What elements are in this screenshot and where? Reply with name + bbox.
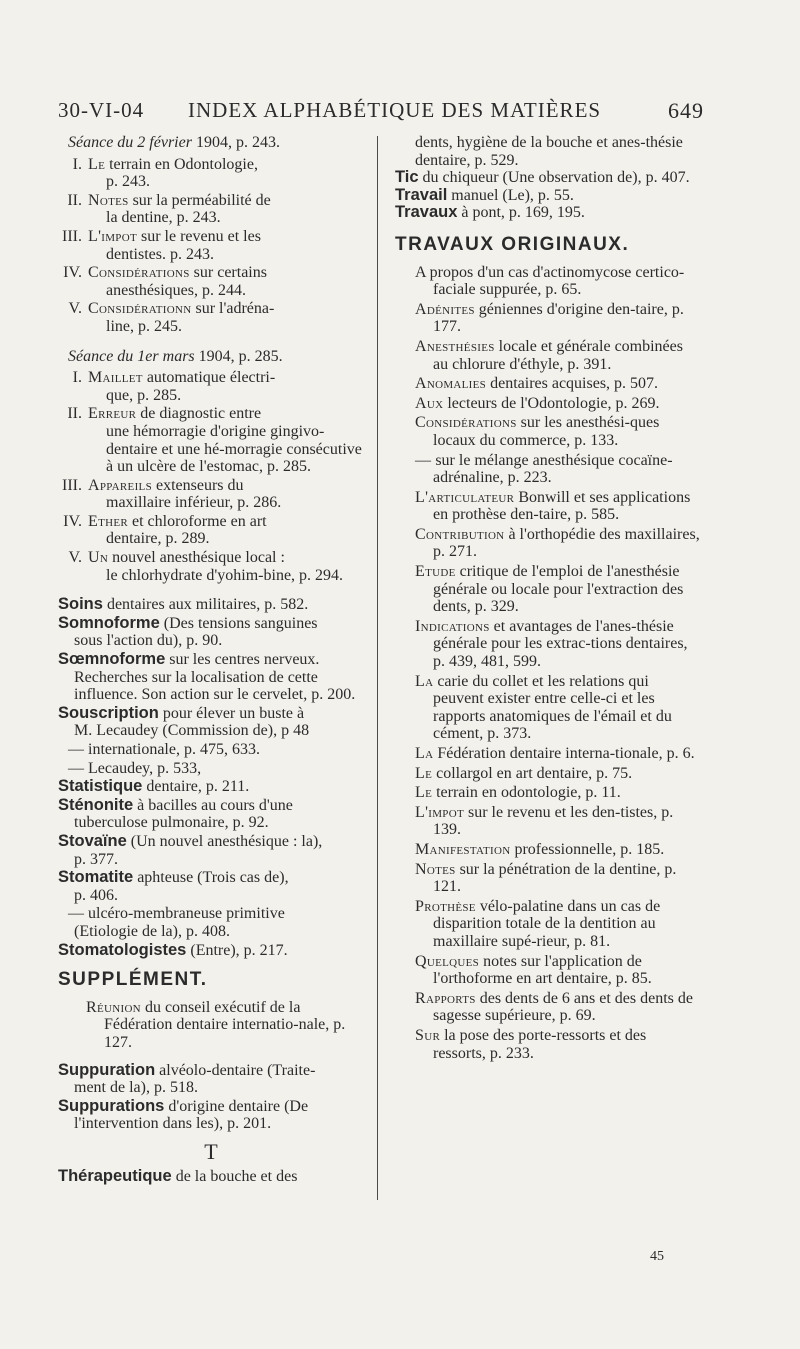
entry-text: à bacilles au cours d'une [133, 796, 293, 814]
original-work-entry [395, 375, 700, 393]
entry-keyword: L'articulateur [415, 488, 515, 506]
entry-continuation: tuberculose pulmonaire, p. 92. [74, 814, 269, 832]
entry-continuation: (Etiologie de la), p. 408. [74, 922, 230, 940]
item-number: III. [62, 476, 82, 494]
item-continuation: dentaire, p. 289. [106, 530, 210, 548]
index-entry [58, 1062, 364, 1097]
entry-keyword: Contribution [415, 525, 505, 543]
entry-headword: Suppuration [58, 1060, 156, 1079]
entry-continuation: l'intervention dans les), p. 201. [74, 1115, 272, 1133]
item-rest: extenseurs du [151, 476, 244, 494]
original-work-entry [395, 414, 700, 449]
entry-text: dentaires acquises, p. 507. [486, 375, 659, 393]
original-work-entry [395, 452, 700, 487]
entry-first-line [58, 778, 364, 796]
entry-keyword: La [415, 745, 434, 762]
numbered-item [58, 228, 364, 263]
numbered-item [58, 264, 364, 299]
item-rest: sur certains [189, 264, 267, 282]
original-work-entry [395, 841, 700, 859]
supplement-item: Réunion du conseil exécutif de la Fédération dentaire internatio-nale, p. 127. [86, 998, 346, 1051]
entry-text: internationale, p. 475, 633. [84, 741, 260, 758]
item-text [88, 369, 364, 387]
item-text [88, 300, 364, 318]
entry-text: Fédération dentaire interna-tionale, p. 6. [433, 745, 695, 762]
entry-keyword: Anomalies [415, 375, 487, 393]
entry-first-line [58, 1062, 364, 1080]
item-number: I. [72, 155, 82, 173]
entry-headword: Soins [58, 595, 103, 614]
entry-first-line [58, 1098, 364, 1116]
entry-keyword: Le [415, 784, 433, 802]
original-work-entry [395, 1027, 700, 1062]
item-continuation: que, p. 285. [106, 386, 182, 404]
item-keyword: Erreur [88, 405, 137, 423]
item-text [88, 228, 364, 246]
entry-text: alvéolo-dentaire (Traite- [155, 1061, 316, 1079]
entry-headword: Tic [395, 168, 419, 187]
original-work-entry [395, 898, 700, 951]
index-entry [58, 797, 364, 832]
original-work-entry [395, 338, 700, 373]
original-work-entry [395, 861, 700, 896]
entry-keyword: Considérations [415, 414, 517, 432]
original-work-entry [395, 489, 700, 524]
item-text [88, 192, 364, 210]
item-keyword: Considérations [88, 264, 190, 282]
index-entry [58, 596, 364, 614]
entry-text: (Des tensions sanguines [159, 614, 318, 632]
entry-text: sur la pénétration de la dentine, p. 121. [433, 860, 677, 896]
entry-text: locale et générale combinées au chlorure d'éthyle, p. 391. [433, 337, 683, 373]
entry-continuation: sous l'action du), p. 90. [74, 632, 223, 650]
entry-headword: — [68, 905, 84, 923]
item-continuation: le chlorhydrate d'yohim-bine, p. 294. [106, 566, 344, 584]
entry-keyword: Adénites [415, 300, 475, 318]
entry-text: carie du collet et les relations qui peuvent exister entre celle-ci et les rapports anatomiques de l'émail et du cément, p. 373. [433, 672, 672, 743]
item-keyword: Notes [88, 191, 129, 209]
item-number: V. [68, 549, 82, 567]
entry-headword: Travaux [395, 203, 458, 222]
original-work-entry [395, 618, 700, 671]
entry-text: dentaires aux militaires, p. 582. [102, 596, 309, 614]
item-continuation: dentistes. p. 243. [106, 245, 214, 263]
entry-text: et avantages de l'anes-thésie générale pour les extrac-tions dentaires, p. 439, 481, 599. [433, 617, 688, 671]
entry-text: lecteurs de l'Odontologie, p. 269. [443, 394, 660, 412]
original-work-entry [395, 745, 700, 763]
index-entry: Thérapeutique de la bouche et des [58, 1167, 298, 1186]
numbered-item [58, 513, 364, 548]
continuation-text: dents, hygiène de la bouche et anes-thésie dentaire, p. 529. [415, 134, 683, 169]
entry-text: d'origine dentaire (De [164, 1097, 309, 1115]
entry-headword: Somnoforme [58, 613, 160, 632]
entry-headword: Travail [395, 185, 448, 204]
entry-keyword: Prothèse [415, 897, 476, 915]
item-rest: nouvel anesthésique local : [108, 549, 285, 567]
entry-text: des dents de 6 ans et des dents de sagesse supérieure, p. 69. [433, 989, 693, 1025]
item-text [88, 405, 364, 423]
entry-headword: Stovaïne [58, 831, 127, 850]
entry-keyword: — [415, 451, 432, 469]
item-keyword: Appareils [88, 476, 152, 494]
original-work-entry [395, 784, 700, 802]
item-continuation: anesthésiques, p. 244. [106, 281, 246, 299]
entry-text: vélo-palatine dans un cas de disparition totale de la dentition au maxillaire supé-rieur, p. 81. [433, 897, 661, 950]
entry-first-line [58, 797, 364, 815]
entry-keyword: Sur [415, 1026, 441, 1044]
supplement-heading: SUPPLÉMENT. [58, 969, 208, 991]
entry-first-line [58, 760, 364, 778]
entry-first-line [58, 741, 364, 759]
page-number: 649 [668, 98, 704, 123]
entry-first-line [58, 833, 364, 851]
entry-text: terrain en odontologie, p. 11. [432, 784, 621, 802]
item-rest: sur l'adréna- [191, 300, 275, 318]
original-work-entry [395, 301, 700, 336]
entry-text: pour élever un buste à [158, 704, 305, 722]
item-number: IV. [63, 264, 82, 282]
entry-text: manuel (Le), p. 55. [447, 186, 574, 204]
original-work-entry [395, 264, 700, 299]
numbered-item [58, 300, 364, 335]
original-work-entry [395, 804, 700, 839]
numbered-item [58, 156, 364, 191]
entry-text: Lecaudey, p. 533, [84, 759, 202, 777]
entry-continuation: Recherches sur la localisation de cette influence. Son action sur le cervelet, p. 200. [74, 668, 356, 704]
travaux-originaux-heading: TRAVAUX ORIGINAUX. [395, 233, 630, 255]
index-entry [58, 905, 364, 940]
numbered-item [58, 477, 364, 512]
item-number: II. [67, 405, 82, 423]
entry-keyword: Indications [415, 617, 490, 635]
index-entry [58, 833, 364, 868]
item-keyword: L'impot [88, 227, 137, 245]
entry-text: (Entre), p. 217. [186, 941, 288, 959]
entry-text: sur le revenu et les den-tistes, p. 139. [433, 803, 674, 839]
index-entry [58, 778, 364, 796]
entry-text: aphteuse (Trois cas de), [133, 869, 289, 887]
item-number: III. [62, 227, 82, 245]
item-keyword: Considérationn [88, 300, 192, 318]
original-work-entry [395, 526, 700, 561]
item-number: I. [72, 369, 82, 387]
running-header [58, 98, 704, 128]
item-text [88, 549, 364, 567]
entry-text: (Un nouvel anesthésique : la), [126, 832, 323, 850]
travaux-originaux-list [395, 264, 700, 1063]
item-rest: sur le revenu et les [136, 227, 261, 245]
item-keyword: Ether [88, 512, 128, 530]
index-entry [58, 942, 364, 960]
entry-headword: — [68, 759, 84, 777]
entry-text: critique de l'emploi de l'anesthésie générale ou locale pour l'extraction des dents, p. 329. [433, 563, 684, 616]
item-keyword: Le [88, 155, 106, 173]
entry-keyword: Le [415, 764, 433, 782]
numbered-item [58, 405, 364, 475]
entry-keyword: Quelques [415, 952, 480, 970]
entry-text: ulcéro-membraneuse primitive [84, 905, 285, 923]
entry-keyword: L'impot [415, 803, 464, 821]
entry-text: professionnelle, p. 185. [510, 840, 665, 858]
entry-text: sur le mélange anesthésique cocaïne-adrénaline, p. 223. [431, 451, 673, 487]
entry-text: dentaire, p. 211. [142, 778, 250, 796]
index-entry [395, 204, 700, 222]
entry-headword: Sténonite [58, 795, 134, 814]
entry-continuation: p. 377. [74, 850, 118, 868]
entry-first-line [58, 596, 364, 614]
numbered-item [58, 192, 364, 227]
entry-continuation: p. 406. [74, 886, 118, 904]
item-number: V. [68, 300, 82, 318]
item-number: II. [67, 191, 82, 209]
item-continuation: maxillaire inférieur, p. 286. [106, 494, 282, 512]
index-entries [395, 169, 700, 222]
entry-text: notes sur l'application de l'orthoforme en art dentaire, p. 85. [433, 952, 652, 988]
item-continuation: line, p. 245. [106, 317, 182, 335]
entry-text: A propos d'un cas d'actinomycose certico-faciale suppurée, p. 65. [415, 263, 685, 299]
index-entry [58, 869, 364, 904]
item-continuation: une hémorragie d'origine gingivo-dentaire et une hé-morragie consécutive à un ulcère de l'estomac, p. 285. [106, 422, 362, 476]
entry-text: la pose des porte-ressorts et des ressorts, p. 233. [433, 1026, 647, 1062]
item-continuation: la dentine, p. 243. [106, 209, 221, 227]
entry-headword: Souscription [58, 703, 159, 722]
entry-text: collargol en art dentaire, p. 75. [432, 764, 633, 782]
index-entry [395, 187, 700, 205]
entry-first-line [58, 651, 364, 669]
seance1-list [58, 156, 364, 336]
item-text [88, 477, 364, 495]
right-column [395, 134, 700, 1064]
original-work-entry [395, 990, 700, 1025]
index-entry [58, 741, 364, 759]
entry-first-line [58, 705, 364, 723]
entry-text: Bonwill et ses applications en prothèse den-taire, p. 585. [433, 488, 691, 524]
entry-keyword: Manifestation [415, 840, 511, 858]
seance-heading: Séance du 1er mars 1904, p. 285. [68, 347, 283, 365]
entry-headword: Stomatologistes [58, 940, 187, 959]
item-rest: automatique électri- [142, 369, 276, 387]
entry-headword: Sœmnoforme [58, 650, 166, 669]
numbered-item [58, 369, 364, 404]
item-text [88, 156, 364, 174]
entry-headword: — [68, 741, 84, 758]
seance-heading: Séance du 2 février 1904, p. 243. [68, 134, 280, 151]
header-date: 30-VI-04 [58, 98, 145, 122]
entry-keyword: Rapports [415, 989, 476, 1007]
item-keyword: Maillet [88, 369, 143, 387]
item-continuation: p. 243. [106, 173, 150, 191]
item-text [88, 264, 364, 282]
signature-mark: 45 [650, 1249, 664, 1264]
supplement-entries [58, 1062, 364, 1133]
numbered-item [58, 549, 364, 584]
index-entry [58, 705, 364, 740]
entry-text: sur les centres nerveux. [165, 651, 320, 669]
entry-text: du chiqueur (Une observation de), p. 407. [418, 169, 690, 187]
entry-headword: Stomatite [58, 868, 134, 887]
item-keyword: Un [88, 549, 109, 567]
index-entries [58, 596, 364, 959]
entry-continuation: ment de la), p. 518. [74, 1079, 198, 1097]
item-rest: terrain en Odontologie, [105, 155, 258, 173]
item-text [88, 513, 364, 531]
index-entry [58, 760, 364, 778]
entry-keyword: La [415, 672, 434, 690]
section-letter: T [204, 1138, 218, 1164]
item-rest: et chloroforme en art [128, 512, 267, 530]
entry-text: à l'orthopédie des maxillaires, p. 271. [433, 525, 700, 561]
entry-first-line [58, 615, 364, 633]
entry-first-line [58, 942, 364, 960]
index-entry [58, 651, 364, 704]
entry-text: à pont, p. 169, 195. [457, 204, 585, 222]
seance2-list [58, 369, 364, 584]
item-number: IV. [63, 512, 82, 530]
original-work-entry [395, 563, 700, 616]
entry-keyword: Etude [415, 563, 456, 581]
entry-text: sur les anesthési-ques locaux du commerce, p. 133. [433, 414, 660, 449]
entry-text: géniennes d'origine den-taire, p. 177. [433, 300, 684, 336]
index-entry [58, 615, 364, 650]
column-divider [377, 136, 378, 1200]
entry-keyword: Notes [415, 860, 456, 878]
entry-first-line [58, 869, 364, 887]
entry-continuation: M. Lecaudey (Commission de), p 48 [74, 722, 310, 740]
header-title: INDEX ALPHABÉTIQUE DES MATIÈRES [188, 98, 602, 122]
entry-keyword: Aux [415, 394, 444, 412]
entry-first-line [58, 905, 364, 923]
original-work-entry [395, 673, 700, 743]
entry-headword: Suppurations [58, 1096, 165, 1115]
entry-keyword: Anesthésies [415, 337, 495, 355]
original-work-entry [395, 395, 700, 413]
entry-headword: Statistique [58, 777, 143, 796]
original-work-entry [395, 765, 700, 783]
item-rest: de diagnostic entre [136, 405, 262, 423]
item-rest: sur la perméabilité de [128, 191, 271, 209]
original-work-entry [395, 953, 700, 988]
left-column [58, 134, 364, 1187]
index-entry [58, 1098, 364, 1133]
index-entry [395, 169, 700, 187]
